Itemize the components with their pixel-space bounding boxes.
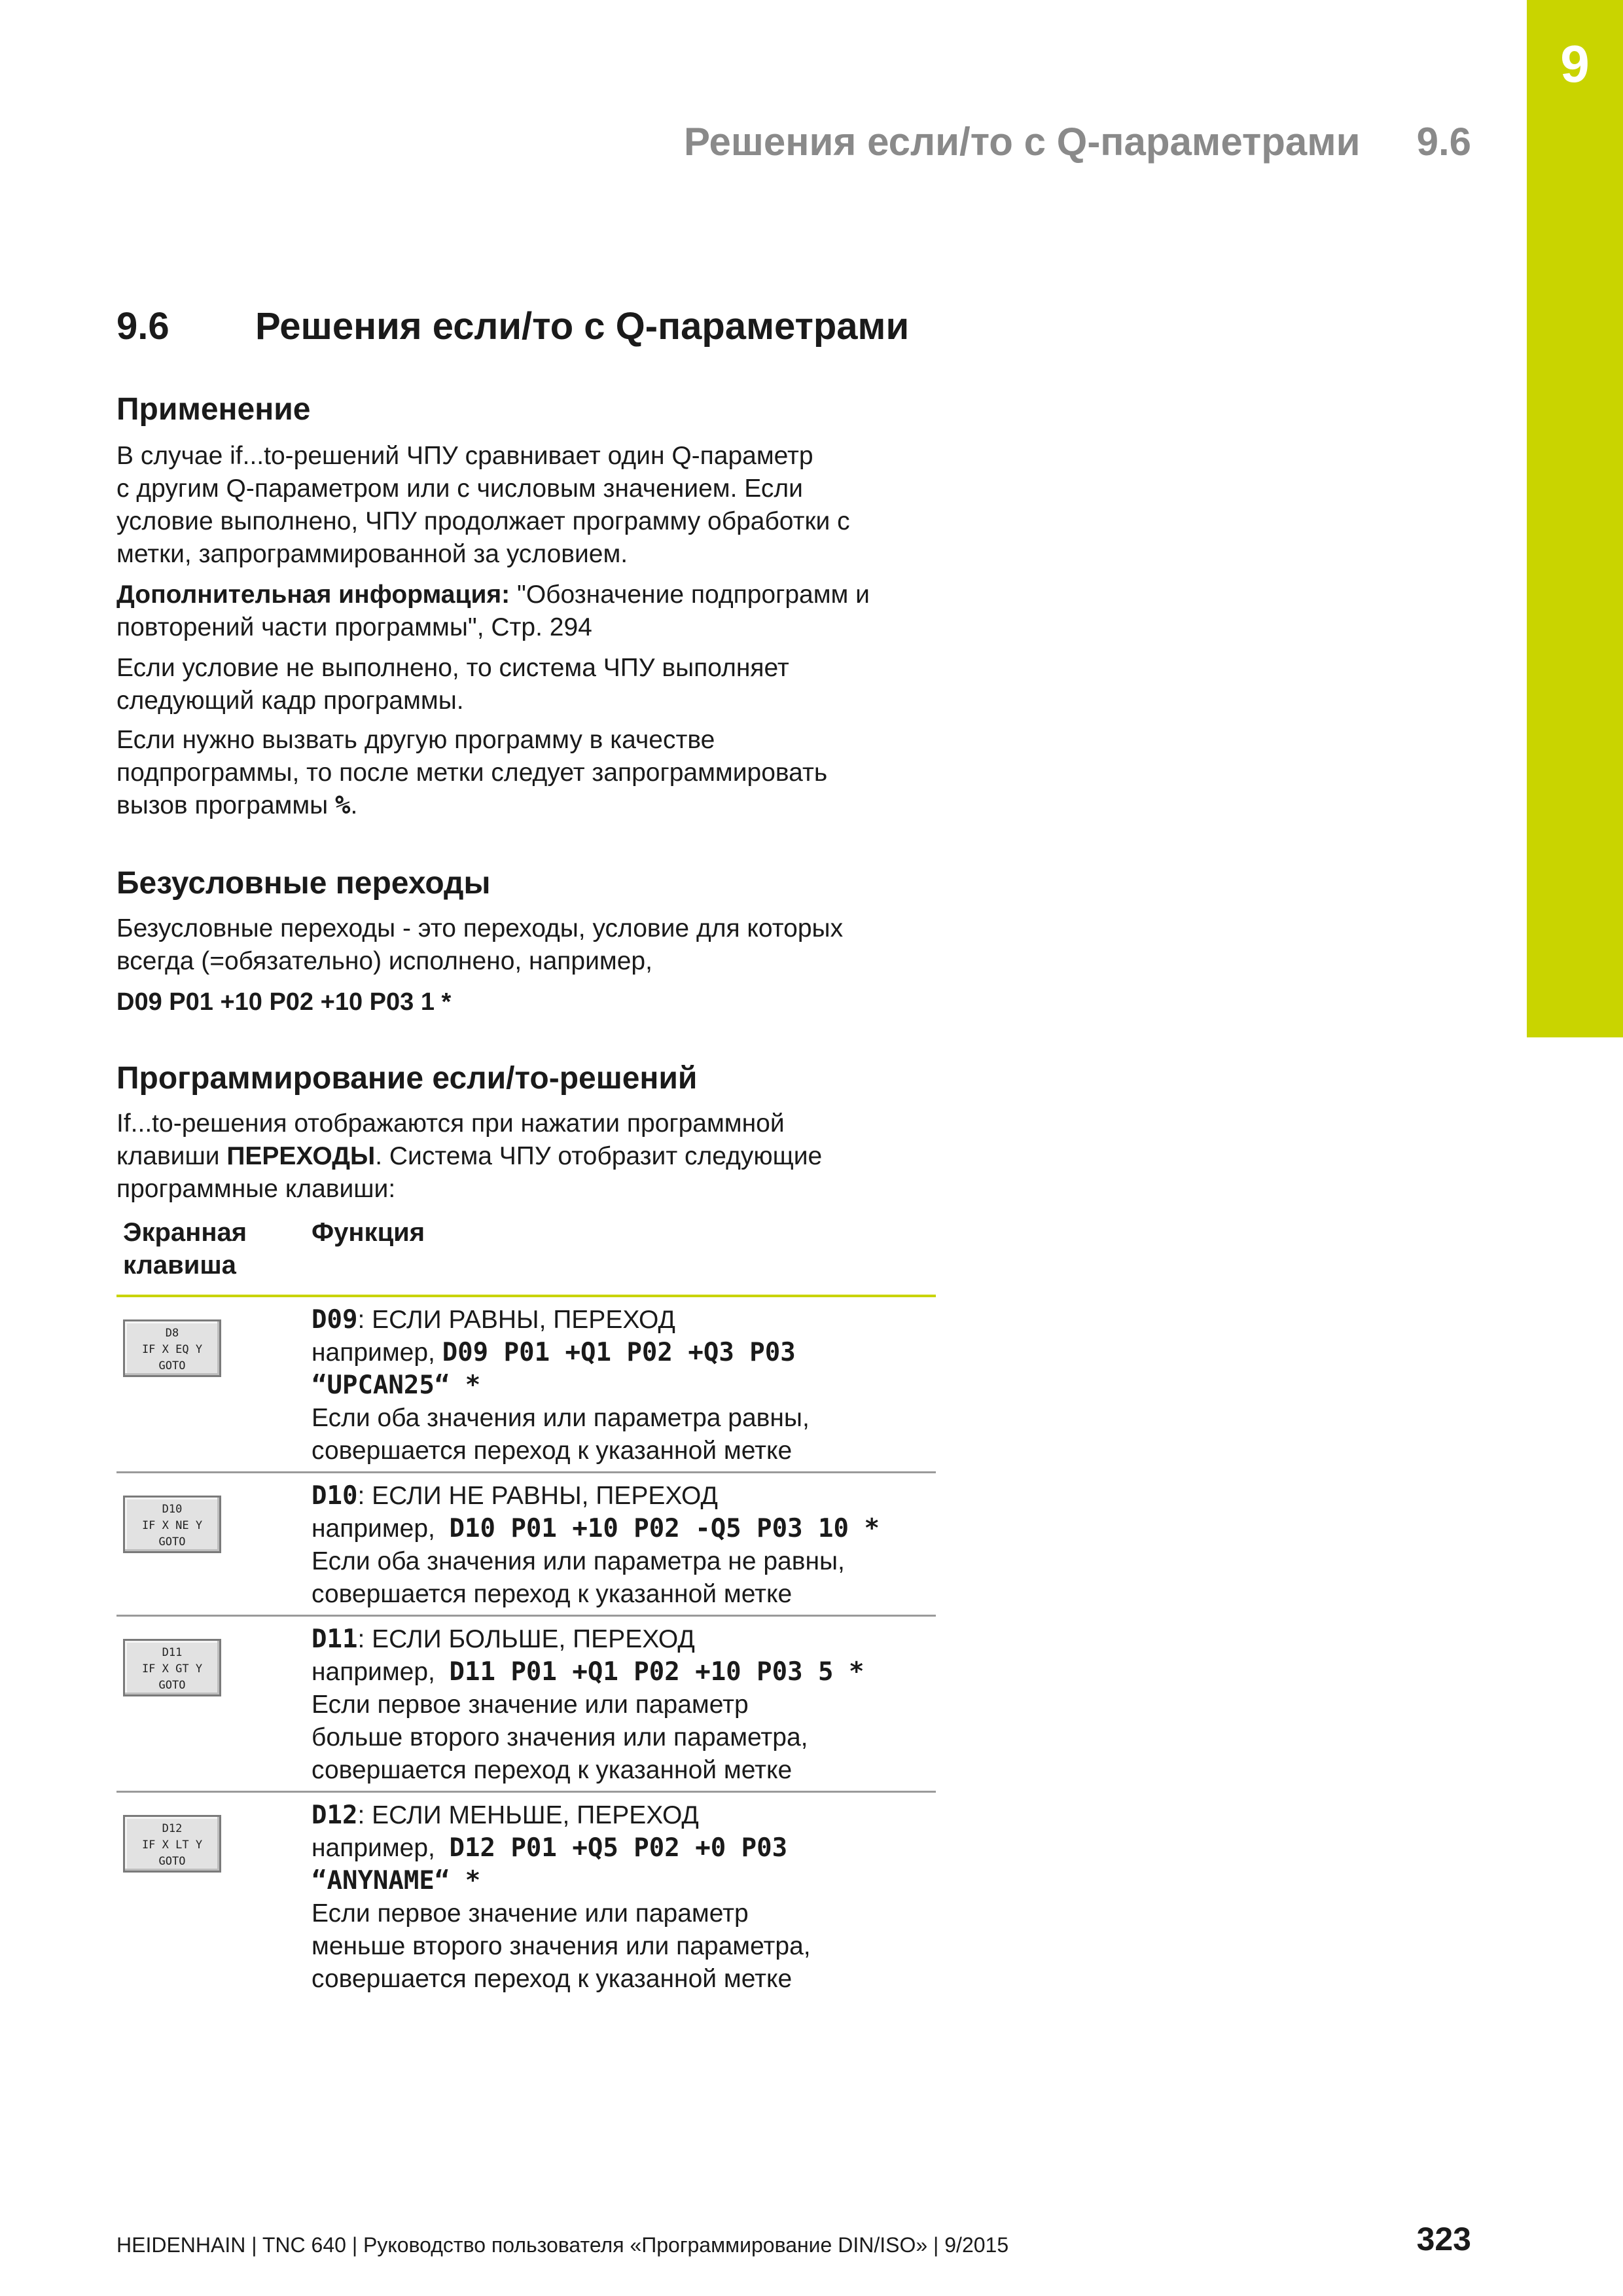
- text-line: условие выполнено, ЧПУ продолжает программу обработки с: [116, 507, 850, 535]
- table-row: [116, 1297, 936, 1473]
- unconditional-paragraph: [116, 912, 967, 978]
- chapter-number: 9: [1560, 35, 1590, 93]
- heading-unconditional: Безусловные переходы: [116, 866, 491, 901]
- example-code: “UPCAN25“ *: [312, 1371, 481, 1400]
- description-line: совершается переход к указанной метке: [312, 1965, 793, 1993]
- function-title: : ЕСЛИ БОЛЬШЕ, ПЕРЕХОД: [357, 1625, 695, 1653]
- function-code: D10: [312, 1481, 358, 1511]
- more-info-text: "Обозначение подпрограмм и: [510, 581, 870, 609]
- text-line: В случае if...to-решений ЧПУ сравнивает один Q-параметр: [116, 442, 813, 470]
- page-footer: HEIDENHAIN | TNC 640 | Руководство пользователя «Программирование DIN/ISO» | 9/2015: [116, 2233, 1009, 2257]
- more-info-link[interactable]: повторений части программы", Стр. 294: [116, 613, 592, 641]
- function-title: : ЕСЛИ НЕ РАВНЫ, ПЕРЕХОД: [357, 1482, 718, 1510]
- text-line: всегда (=обязательно) исполнено, например,: [116, 947, 652, 975]
- row-description: [312, 1799, 936, 1996]
- running-header: [684, 119, 1471, 164]
- description-line: Если оба значения или параметра не равны,: [312, 1547, 845, 1575]
- function-title: : ЕСЛИ РАВНЫ, ПЕРЕХОД: [357, 1306, 675, 1334]
- header-softkey-line: Экранная: [123, 1218, 247, 1247]
- function-code: D09: [312, 1305, 358, 1335]
- row-description: [312, 1304, 936, 1467]
- running-header-number: 9.6: [1416, 120, 1471, 164]
- example-prefix: например,: [312, 1834, 450, 1862]
- softkey-label: GOTO: [158, 1535, 186, 1549]
- softkey-label: GOTO: [158, 1359, 186, 1372]
- percent-symbol: %: [335, 791, 351, 820]
- page-number: 323: [1416, 2221, 1471, 2257]
- section-title-text: Решения если/то с Q-параметрами: [255, 305, 910, 348]
- heading-programming: Программирование если/то-решений: [116, 1061, 698, 1096]
- softkey-name: ПЕРЕХОДЫ: [226, 1142, 376, 1170]
- description-line: совершается переход к указанной метке: [312, 1580, 793, 1608]
- softkey-label: D12: [162, 1822, 183, 1835]
- text-line: Если нужно вызвать другую программу в качестве: [116, 726, 715, 754]
- programming-paragraph: [116, 1107, 967, 1206]
- description-line: больше второго значения или параметра,: [312, 1723, 808, 1751]
- header-function: Функция: [312, 1218, 425, 1247]
- description-line: меньше второго значения или параметра,: [312, 1932, 811, 1960]
- function-code: D12: [312, 1801, 358, 1830]
- softkey-label: D8: [165, 1327, 179, 1340]
- softkey-d11-button[interactable]: [123, 1639, 221, 1696]
- text-line: If...to-решения отображаются при нажатии программной: [116, 1109, 785, 1138]
- softkey-table: [116, 1216, 936, 2000]
- row-description: [312, 1623, 936, 1787]
- text-line: вызов программы: [116, 791, 336, 819]
- description-line: Если оба значения или параметра равны,: [312, 1404, 810, 1432]
- application-paragraph-2: [116, 579, 967, 644]
- table-row: [116, 1793, 936, 2000]
- table-row: [116, 1617, 936, 1793]
- text-line: Если условие не выполнено, то система ЧПУ выполняет: [116, 654, 789, 682]
- table-header: [116, 1216, 936, 1297]
- softkey-label: IF X GT Y: [141, 1662, 203, 1676]
- running-header-title: Решения если/то с Q-параметрами: [684, 120, 1361, 164]
- header-softkey: [123, 1216, 274, 1282]
- example-code: D10 P01 +10 P02 -Q5 P03 10 *: [449, 1514, 880, 1543]
- example-prefix: например,: [312, 1515, 450, 1543]
- softkey-label: GOTO: [158, 1679, 186, 1692]
- softkey-d12-button[interactable]: [123, 1815, 221, 1873]
- application-paragraph-1: [116, 440, 967, 571]
- text-line: подпрограммы, то после метки следует запрограммировать: [116, 759, 828, 787]
- application-paragraph-3: [116, 652, 967, 717]
- text-line: . Система ЧПУ отобразит следующие: [375, 1142, 823, 1170]
- application-paragraph-4: [116, 724, 967, 822]
- section-number: 9.6: [116, 305, 169, 348]
- period: .: [350, 791, 358, 819]
- description-line: совершается переход к указанной метке: [312, 1437, 793, 1465]
- section-title: [116, 304, 910, 348]
- table-row: [116, 1473, 936, 1617]
- softkey-label: D11: [162, 1646, 183, 1659]
- example-prefix: например,: [312, 1338, 442, 1367]
- softkey-d10-button[interactable]: [123, 1496, 221, 1553]
- softkey-d09-button[interactable]: [123, 1319, 221, 1377]
- softkey-label: IF X EQ Y: [141, 1343, 203, 1356]
- text-line: Безусловные переходы - это переходы, условие для которых: [116, 914, 844, 942]
- example-code: D11 P01 +Q1 P02 +10 P03 5 *: [449, 1657, 865, 1687]
- example-code: “ANYNAME“ *: [312, 1866, 481, 1895]
- softkey-label: IF X LT Y: [141, 1839, 203, 1852]
- header-softkey-line: клавиша: [123, 1251, 236, 1280]
- description-line: Если первое значение или параметр: [312, 1691, 749, 1719]
- function-title: : ЕСЛИ МЕНЬШЕ, ПЕРЕХОД: [357, 1801, 699, 1829]
- example-prefix: например,: [312, 1658, 450, 1686]
- heading-application: Применение: [116, 392, 311, 427]
- example-code: D12 P01 +Q5 P02 +0 P03: [449, 1833, 788, 1863]
- code-example: D09 P01 +10 P02 +10 P03 1 *: [116, 988, 452, 1016]
- description-line: совершается переход к указанной метке: [312, 1756, 793, 1784]
- text-line: метки, запрограммированной за условием.: [116, 540, 628, 568]
- function-code: D11: [312, 1624, 358, 1654]
- softkey-label: IF X NE Y: [141, 1519, 203, 1532]
- softkey-label: D10: [162, 1503, 183, 1516]
- text-line: следующий кадр программы.: [116, 687, 464, 715]
- text-line: программные клавиши:: [116, 1175, 396, 1203]
- chapter-tab: [1527, 0, 1623, 1037]
- description-line: Если первое значение или параметр: [312, 1899, 749, 1928]
- row-description: [312, 1480, 936, 1611]
- text-line: с другим Q-параметром или с числовым значением. Если: [116, 475, 803, 503]
- more-info-label: Дополнительная информация:: [116, 581, 510, 609]
- text-line: клавиши: [116, 1142, 227, 1170]
- example-code: D09 P01 +Q1 P02 +Q3 P03: [442, 1338, 796, 1367]
- softkey-label: GOTO: [158, 1855, 186, 1868]
